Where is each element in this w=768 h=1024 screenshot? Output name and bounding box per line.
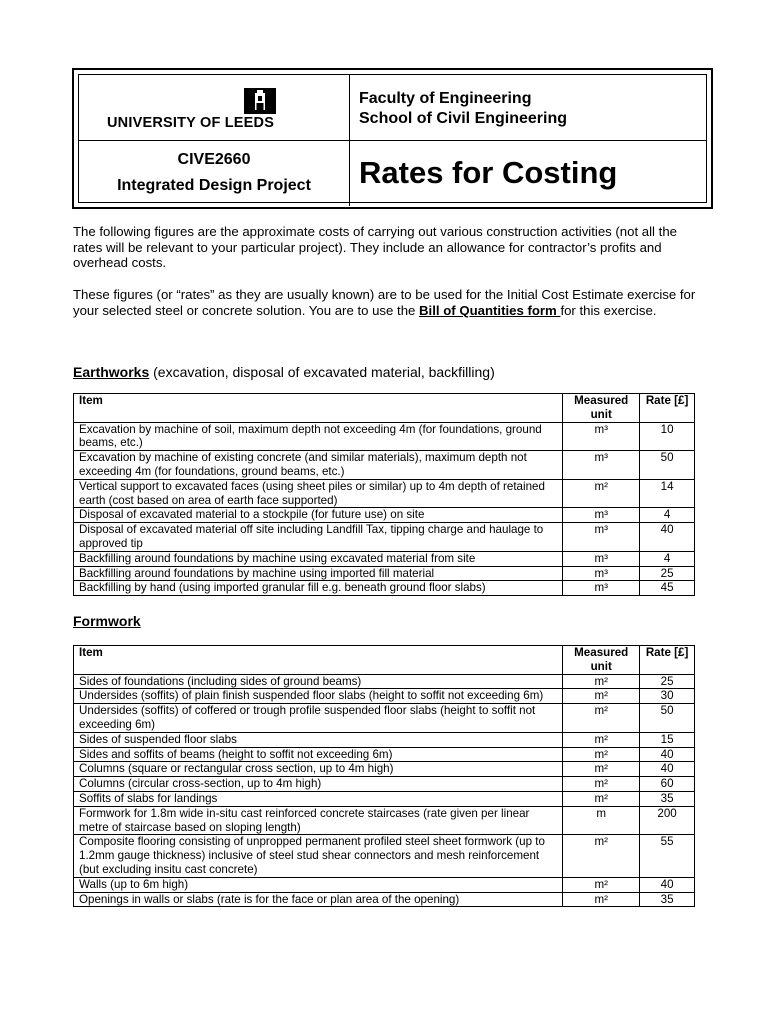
faculty-name: Faculty of Engineering	[359, 90, 532, 107]
item-cell: Backfilling around foundations by machine using excavated material from site	[74, 551, 563, 566]
unit-cell: m²	[563, 674, 640, 689]
faculty-block	[359, 89, 567, 129]
item-cell: Excavation by machine of existing concrete (and similar materials), maximum depth not exceeding 4m (for foundations, ground beams, etc.)	[74, 451, 563, 480]
item-cell: Disposal of excavated material to a stockpile (for future use) on site	[74, 508, 563, 523]
rate-cell: 200	[640, 806, 695, 835]
rate-cell: 40	[640, 762, 695, 777]
table-row	[74, 892, 695, 907]
rate-column-header: Rate [£]	[640, 646, 695, 675]
unit-cell: m³	[563, 422, 640, 451]
unit-cell: m³	[563, 551, 640, 566]
item-column-header: Item	[74, 394, 563, 423]
intro-paragraph-2-end: for this exercise.	[560, 302, 657, 318]
rate-cell: 50	[640, 704, 695, 733]
item-cell: Sides of foundations (including sides of ground beams)	[74, 674, 563, 689]
table-row	[74, 689, 695, 704]
table-row	[74, 791, 695, 806]
university-name: UNIVERSITY OF LEEDS	[107, 115, 275, 131]
item-cell: Composite flooring consisting of unpropped permanent profiled steel sheet formwork (up to 1.2mm gauge thickness) inclusive of steel stud shear connectors and mesh reinforcement (but excluding insitu cast concrete)	[74, 835, 563, 877]
rate-cell: 25	[640, 674, 695, 689]
unit-cell: m³	[563, 508, 640, 523]
item-cell: Formwork for 1.8m wide in-situ cast reinforced concrete staircases (rate given per linear metre of staircase based on sloping length)	[74, 806, 563, 835]
item-cell: Excavation by machine of soil, maximum depth not exceeding 4m (for foundations, ground beams, etc.)	[74, 422, 563, 451]
rate-cell: 35	[640, 791, 695, 806]
rate-column-header: Rate [£]	[640, 394, 695, 423]
unit-column-header: Measured unit	[563, 646, 640, 675]
item-cell: Soffits of slabs for landings	[74, 791, 563, 806]
intro-paragraph-2	[73, 287, 703, 318]
item-cell: Undersides (soffits) of plain finish suspended floor slabs (height to soffit not exceeding 6m)	[74, 689, 563, 704]
formwork-heading	[73, 613, 141, 629]
table-row	[74, 581, 695, 596]
formwork-table	[73, 645, 695, 907]
rate-cell: 35	[640, 892, 695, 907]
earthworks-heading	[73, 364, 495, 380]
school-name: School of Civil Engineering	[359, 110, 568, 127]
item-cell: Disposal of excavated material off site including Landfill Tax, tipping charge and haulage to approved tip	[74, 523, 563, 552]
unit-column-header: Measured unit	[563, 394, 640, 423]
rate-cell: 45	[640, 581, 695, 596]
item-cell: Backfilling by hand (using imported granular fill e.g. beneath ground floor slabs)	[74, 581, 563, 596]
earthworks-table	[73, 393, 695, 596]
item-cell: Columns (circular cross-section, up to 4m high)	[74, 777, 563, 792]
unit-cell: m²	[563, 835, 640, 877]
item-cell: Sides and soffits of beams (height to soffit not exceeding 6m)	[74, 747, 563, 762]
rate-cell: 4	[640, 551, 695, 566]
unit-cell: m²	[563, 892, 640, 907]
rate-cell: 30	[640, 689, 695, 704]
rate-cell: 50	[640, 451, 695, 480]
table-row	[74, 523, 695, 552]
item-cell: Columns (square or rectangular cross section, up to 4m high)	[74, 762, 563, 777]
title-cell	[350, 141, 706, 206]
item-cell: Backfilling around foundations by machine using imported fill material	[74, 566, 563, 581]
university-logo-cell	[79, 75, 350, 141]
table-row	[74, 422, 695, 451]
document-header	[72, 68, 713, 209]
unit-cell: m²	[563, 762, 640, 777]
table-header-row	[74, 646, 695, 675]
unit-cell: m²	[563, 479, 640, 508]
unit-cell: m²	[563, 877, 640, 892]
rate-cell: 40	[640, 877, 695, 892]
table-row	[74, 806, 695, 835]
table-row	[74, 566, 695, 581]
item-cell: Openings in walls or slabs (rate is for the face or plan area of the opening)	[74, 892, 563, 907]
course-cell	[79, 141, 350, 206]
unit-cell: m³	[563, 581, 640, 596]
rate-cell: 15	[640, 732, 695, 747]
table-row	[74, 877, 695, 892]
item-cell: Undersides (soffits) of coffered or trough profile suspended floor slabs (height to soffit not exceeding 6m)	[74, 704, 563, 733]
rate-cell: 60	[640, 777, 695, 792]
earthworks-subtitle: (excavation, disposal of excavated material, backfilling)	[149, 364, 495, 380]
table-row	[74, 747, 695, 762]
rate-cell: 14	[640, 479, 695, 508]
rate-cell: 25	[640, 566, 695, 581]
header-inner-frame	[78, 74, 707, 203]
item-cell: Walls (up to 6m high)	[74, 877, 563, 892]
unit-cell: m³	[563, 523, 640, 552]
university-crest-icon	[244, 88, 276, 114]
table-row	[74, 674, 695, 689]
table-row	[74, 732, 695, 747]
faculty-cell	[350, 75, 706, 141]
course-name: Integrated Design Project	[117, 177, 311, 194]
rate-cell: 40	[640, 747, 695, 762]
table-row	[74, 451, 695, 480]
table-row	[74, 479, 695, 508]
formwork-title: Formwork	[73, 613, 141, 629]
table-row	[74, 508, 695, 523]
intro-paragraph-1: The following figures are the approximate costs of carrying out various construction activities (not all the rates will be relevant to your particular project). They include an allowance for contractor’s profits and overhead costs.	[73, 224, 677, 271]
rate-cell: 4	[640, 508, 695, 523]
unit-cell: m²	[563, 732, 640, 747]
unit-cell: m²	[563, 791, 640, 806]
unit-cell: m²	[563, 747, 640, 762]
course-code: CIVE2660	[177, 151, 251, 168]
unit-cell: m³	[563, 566, 640, 581]
table-row	[74, 835, 695, 877]
item-column-header: Item	[74, 646, 563, 675]
earthworks-title: Earthworks	[73, 364, 150, 380]
bill-of-quantities-link[interactable]: Bill of Quantities form	[419, 302, 561, 318]
formwork-table-body	[74, 674, 695, 907]
table-header-row	[74, 394, 695, 423]
page-title: Rates for Costing	[359, 155, 618, 190]
item-cell: Vertical support to excavated faces (using sheet piles or similar) up to 4m depth of retained earth (cost based on area of earth face supported)	[74, 479, 563, 508]
unit-cell: m	[563, 806, 640, 835]
intro-paragraph-2-text: These figures (or “rates” as they are usually known) are to be used for the Initial Cost Estimate exercise for your selected steel or concrete solution. You are to use the	[73, 287, 696, 318]
earthworks-table-body	[74, 422, 695, 596]
table-row	[74, 551, 695, 566]
table-row	[74, 762, 695, 777]
unit-cell: m²	[563, 689, 640, 704]
rate-cell: 40	[640, 523, 695, 552]
unit-cell: m³	[563, 451, 640, 480]
unit-cell: m²	[563, 704, 640, 733]
item-cell: Sides of suspended floor slabs	[74, 732, 563, 747]
unit-cell: m²	[563, 777, 640, 792]
rate-cell: 55	[640, 835, 695, 877]
table-row	[74, 704, 695, 733]
rate-cell: 10	[640, 422, 695, 451]
table-row	[74, 777, 695, 792]
